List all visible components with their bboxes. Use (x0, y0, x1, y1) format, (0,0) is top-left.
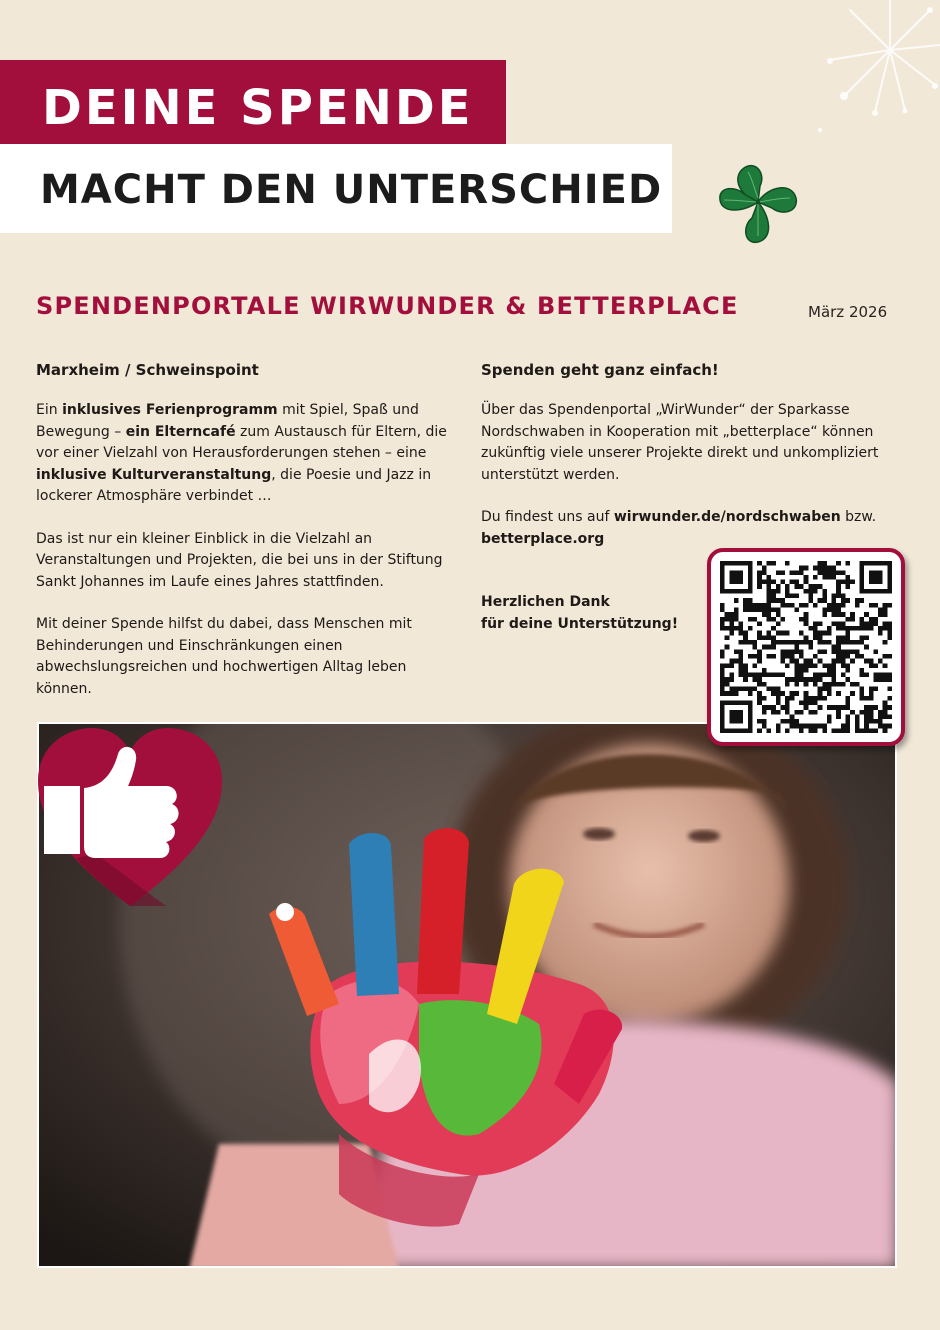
donation-paragraph: Mit deiner Spende hilfst du dabei, dass Menschen mit Behinderungen und Einschränkungen einen abwechslungsreichen und hochwertigen Alltag leben können. (36, 616, 412, 697)
intro-paragraph (36, 400, 466, 508)
text-run: zum Austausch für Eltern, die vor einer Vielzahl von Herausforderungen stehen – eine (36, 423, 447, 461)
bold-elterncafe: ein Elterncafé (125, 423, 236, 440)
qr-code[interactable] (720, 561, 892, 733)
wirwunder-link[interactable]: wirwunder.de/nordschwaben (613, 509, 841, 525)
portal-paragraph: Über das Spendenportal „WirWunder“ der Sparkasse Nordschwaben in Kooperation mit „betterplace“ können zukünftig viele unserer Projekte direkt und unkompliziert unterstützt werden. (481, 402, 879, 483)
bold-kulturveranstaltung: inklusive Kulturveranstaltung (36, 466, 272, 483)
donate-heading: Spenden geht ganz einfach! (481, 361, 719, 379)
clover-icon (712, 158, 804, 248)
issue-date: März 2026 (808, 303, 888, 321)
text-run: mit Spiel, Spaß und Bewegung – (36, 402, 419, 440)
text-run: Du findest uns auf (481, 509, 614, 525)
sunburst-decoration (790, 0, 940, 150)
text-run: Ein (36, 402, 63, 418)
betterplace-link[interactable]: betterplace.org (481, 530, 605, 547)
heart-thumbs-up-icon (36, 726, 224, 908)
headline-line-1: DEINE SPENDE (0, 60, 506, 156)
headline-line-2: MACHT DEN UNTERSCHIED (0, 144, 672, 233)
left-column (36, 360, 466, 721)
qr-code-frame[interactable] (707, 548, 905, 746)
text-run: , die Poesie und Jazz in lockerer Atmosphäre verbindet … (36, 466, 432, 504)
section-title: SPENDENPORTALE WIRWUNDER & BETTERPLACE (36, 292, 739, 320)
thanks-line-2: für deine Unterstützung! (481, 615, 679, 632)
text-run: bzw. (840, 509, 877, 525)
location-heading: Marxheim / Schweinspoint (36, 361, 259, 379)
thanks-line-1: Herzlichen Dank (481, 594, 610, 610)
bold-ferienprogramm: inklusives Ferienprogramm (62, 402, 278, 418)
insight-paragraph: Das ist nur ein kleiner Einblick in die Vielzahl an Veranstaltungen und Projekten, die bei uns in der Stiftung Sankt Johannes im Laufe eines Jahres stattfinden. (36, 530, 443, 590)
links-paragraph (481, 507, 901, 550)
